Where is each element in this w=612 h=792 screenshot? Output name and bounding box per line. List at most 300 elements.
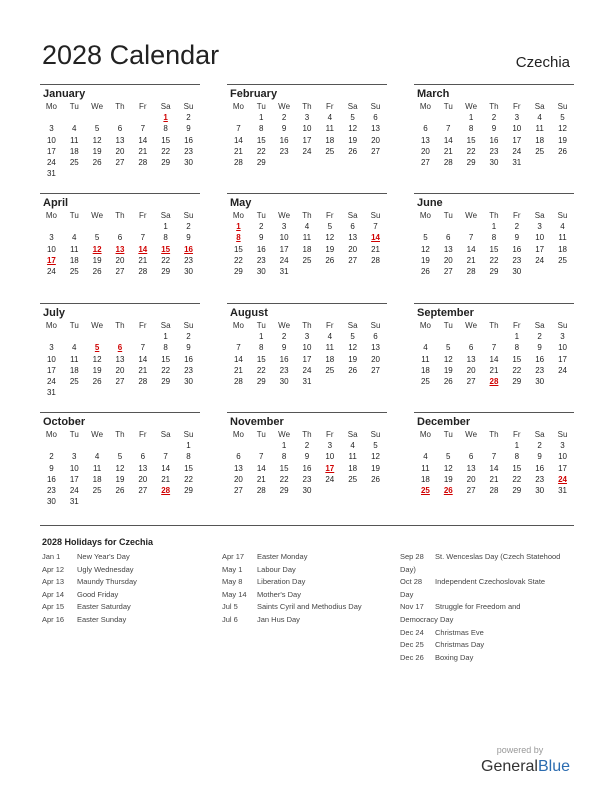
day-cell[interactable]: 29 xyxy=(161,158,171,168)
day-cell[interactable]: 8 xyxy=(186,452,191,462)
day-cell[interactable]: 4 xyxy=(94,452,100,462)
day-cell[interactable]: 9 xyxy=(259,233,264,243)
day-cell[interactable]: 26 xyxy=(371,474,380,484)
day-cell[interactable]: 27 xyxy=(371,146,380,156)
day-cell[interactable]: 26 xyxy=(92,267,102,277)
day-cell[interactable]: 10 xyxy=(558,343,567,353)
day-cell[interactable]: 1 xyxy=(259,332,264,342)
day-cell[interactable]: 3 xyxy=(537,222,542,232)
day-cell[interactable]: 30 xyxy=(279,377,289,387)
day-cell[interactable]: 11 xyxy=(348,452,357,462)
day-cell[interactable]: 19 xyxy=(558,135,567,145)
day-cell[interactable]: 15 xyxy=(161,354,171,364)
day-cell[interactable]: 3 xyxy=(560,441,565,451)
day-cell[interactable]: 24 xyxy=(279,255,289,265)
day-cell[interactable]: 31 xyxy=(302,377,312,387)
day-cell[interactable]: 4 xyxy=(423,452,428,462)
day-cell[interactable]: 12 xyxy=(115,463,125,473)
day-cell[interactable]: 1 xyxy=(163,113,168,123)
day-cell[interactable]: 17 xyxy=(69,474,79,484)
day-cell[interactable]: 6 xyxy=(140,452,146,462)
day-cell[interactable]: 12 xyxy=(92,244,102,254)
day-cell[interactable]: 30 xyxy=(184,267,193,277)
day-cell[interactable]: 11 xyxy=(535,124,544,134)
day-cell[interactable]: 8 xyxy=(468,124,474,134)
day-cell[interactable]: 22 xyxy=(466,146,476,156)
day-cell[interactable]: 29 xyxy=(184,486,193,496)
day-cell[interactable]: 19 xyxy=(420,255,430,265)
day-cell[interactable]: 8 xyxy=(163,233,168,243)
day-cell[interactable]: 14 xyxy=(233,354,243,364)
day-cell[interactable]: 11 xyxy=(421,354,430,364)
day-cell[interactable]: 9 xyxy=(281,124,287,134)
day-cell[interactable]: 27 xyxy=(138,486,148,496)
day-cell[interactable]: 17 xyxy=(46,146,56,156)
day-cell[interactable]: 5 xyxy=(446,452,451,462)
day-cell[interactable]: 27 xyxy=(348,255,358,265)
day-cell[interactable]: 13 xyxy=(443,244,453,254)
day-cell[interactable]: 20 xyxy=(371,354,380,364)
day-cell[interactable]: 30 xyxy=(512,267,522,277)
day-cell[interactable]: 12 xyxy=(92,135,102,145)
day-cell[interactable]: 21 xyxy=(256,474,266,484)
day-cell[interactable]: 3 xyxy=(304,113,310,123)
day-cell[interactable]: 28 xyxy=(233,377,243,387)
day-cell[interactable]: 20 xyxy=(348,244,358,254)
day-cell[interactable]: 19 xyxy=(443,474,453,484)
day-cell[interactable]: 11 xyxy=(92,463,102,473)
day-cell[interactable]: 15 xyxy=(161,135,171,145)
day-cell[interactable]: 16 xyxy=(256,244,266,254)
day-cell[interactable]: 10 xyxy=(46,135,56,145)
day-cell[interactable]: 11 xyxy=(558,233,567,243)
day-cell[interactable]: 15 xyxy=(184,463,193,473)
day-cell[interactable]: 9 xyxy=(514,233,520,243)
day-cell[interactable]: 18 xyxy=(69,255,79,265)
day-cell[interactable]: 20 xyxy=(115,146,125,156)
day-cell[interactable]: 26 xyxy=(420,267,430,277)
day-cell[interactable]: 7 xyxy=(236,343,241,353)
day-cell[interactable]: 13 xyxy=(371,343,380,353)
day-cell[interactable]: 14 xyxy=(138,135,148,145)
day-cell[interactable]: 22 xyxy=(161,146,171,156)
day-cell[interactable]: 25 xyxy=(92,486,102,496)
day-cell[interactable]: 6 xyxy=(236,452,241,462)
day-cell[interactable]: 14 xyxy=(489,354,499,364)
day-cell[interactable]: 2 xyxy=(49,452,54,462)
day-cell[interactable]: 1 xyxy=(468,113,474,123)
day-cell[interactable]: 26 xyxy=(443,377,453,387)
day-cell[interactable]: 29 xyxy=(256,158,266,168)
day-cell[interactable]: 10 xyxy=(279,233,289,243)
day-cell[interactable]: 26 xyxy=(92,377,102,387)
day-cell[interactable]: 6 xyxy=(117,343,123,353)
day-cell[interactable]: 12 xyxy=(443,354,453,364)
day-cell[interactable]: 19 xyxy=(443,365,453,375)
day-cell[interactable]: 28 xyxy=(138,267,148,277)
day-cell[interactable]: 7 xyxy=(373,222,378,232)
day-cell[interactable]: 27 xyxy=(115,267,125,277)
day-cell[interactable]: 20 xyxy=(466,474,476,484)
day-cell[interactable]: 9 xyxy=(49,463,54,473)
day-cell[interactable]: 4 xyxy=(72,233,77,243)
day-cell[interactable]: 14 xyxy=(138,244,148,254)
day-cell[interactable]: 14 xyxy=(138,354,148,364)
brand-logo[interactable] xyxy=(481,758,570,776)
day-cell[interactable]: 17 xyxy=(325,463,335,473)
day-cell[interactable]: 17 xyxy=(558,354,567,364)
day-cell[interactable]: 7 xyxy=(468,233,474,243)
day-cell[interactable]: 15 xyxy=(233,244,243,254)
day-cell[interactable]: 26 xyxy=(115,486,125,496)
day-cell[interactable]: 9 xyxy=(537,343,542,353)
day-cell[interactable]: 25 xyxy=(302,255,312,265)
day-cell[interactable]: 17 xyxy=(535,244,545,254)
day-cell[interactable]: 4 xyxy=(72,343,77,353)
day-cell[interactable]: 6 xyxy=(373,332,378,342)
day-cell[interactable]: 22 xyxy=(512,365,522,375)
day-cell[interactable]: 24 xyxy=(46,377,56,387)
day-cell[interactable]: 7 xyxy=(259,452,264,462)
day-cell[interactable]: 9 xyxy=(186,124,191,134)
day-cell[interactable]: 16 xyxy=(512,244,522,254)
day-cell[interactable]: 19 xyxy=(115,474,125,484)
day-cell[interactable]: 30 xyxy=(46,497,56,507)
day-cell[interactable]: 18 xyxy=(535,135,545,145)
day-cell[interactable]: 22 xyxy=(512,474,522,484)
day-cell[interactable]: 28 xyxy=(256,486,266,496)
day-cell[interactable]: 26 xyxy=(443,486,453,496)
day-cell[interactable]: 13 xyxy=(115,244,125,254)
day-cell[interactable]: 7 xyxy=(163,452,168,462)
day-cell[interactable]: 15 xyxy=(512,354,522,364)
day-cell[interactable]: 23 xyxy=(279,146,289,156)
day-cell[interactable]: 31 xyxy=(558,486,567,496)
day-cell[interactable]: 7 xyxy=(140,233,146,243)
day-cell[interactable]: 26 xyxy=(558,146,567,156)
day-cell[interactable]: 11 xyxy=(70,135,79,145)
day-cell[interactable]: 3 xyxy=(72,452,77,462)
day-cell[interactable]: 5 xyxy=(373,441,378,451)
day-cell[interactable]: 10 xyxy=(46,244,56,254)
day-cell[interactable]: 14 xyxy=(256,463,266,473)
day-cell[interactable]: 27 xyxy=(443,267,453,277)
day-cell[interactable]: 29 xyxy=(512,486,522,496)
day-cell[interactable]: 18 xyxy=(69,146,79,156)
day-cell[interactable]: 8 xyxy=(491,233,497,243)
day-cell[interactable]: 11 xyxy=(325,124,334,134)
day-cell[interactable]: 3 xyxy=(560,332,565,342)
day-cell[interactable]: 31 xyxy=(279,267,289,277)
day-cell[interactable]: 4 xyxy=(327,113,333,123)
day-cell[interactable]: 19 xyxy=(371,463,380,473)
day-cell[interactable]: 2 xyxy=(186,113,191,123)
day-cell[interactable]: 2 xyxy=(537,441,542,451)
day-cell[interactable]: 26 xyxy=(348,365,358,375)
day-cell[interactable]: 17 xyxy=(46,365,56,375)
day-cell[interactable]: 14 xyxy=(161,463,171,473)
day-cell[interactable]: 4 xyxy=(560,222,565,232)
day-cell[interactable]: 11 xyxy=(70,244,79,254)
day-cell[interactable]: 8 xyxy=(163,343,168,353)
day-cell[interactable]: 25 xyxy=(535,146,545,156)
day-cell[interactable]: 19 xyxy=(92,255,102,265)
day-cell[interactable]: 29 xyxy=(256,377,266,387)
day-cell[interactable]: 12 xyxy=(325,233,335,243)
day-cell[interactable]: 7 xyxy=(140,124,146,134)
day-cell[interactable]: 22 xyxy=(489,255,499,265)
day-cell[interactable]: 2 xyxy=(186,332,191,342)
day-cell[interactable]: 17 xyxy=(302,135,312,145)
day-cell[interactable]: 21 xyxy=(489,474,499,484)
day-cell[interactable]: 29 xyxy=(466,158,476,168)
day-cell[interactable]: 17 xyxy=(558,463,567,473)
day-cell[interactable]: 28 xyxy=(489,377,499,387)
day-cell[interactable]: 1 xyxy=(163,332,168,342)
day-cell[interactable]: 8 xyxy=(236,233,241,243)
day-cell[interactable]: 25 xyxy=(348,474,358,484)
day-cell[interactable]: 13 xyxy=(348,233,358,243)
day-cell[interactable]: 28 xyxy=(161,486,171,496)
day-cell[interactable]: 12 xyxy=(443,463,453,473)
day-cell[interactable]: 2 xyxy=(259,222,264,232)
day-cell[interactable]: 30 xyxy=(489,158,499,168)
day-cell[interactable]: 18 xyxy=(325,354,335,364)
day-cell[interactable]: 5 xyxy=(423,233,428,243)
day-cell[interactable]: 12 xyxy=(348,343,358,353)
day-cell[interactable]: 4 xyxy=(72,124,77,134)
day-cell[interactable]: 8 xyxy=(163,124,168,134)
day-cell[interactable]: 1 xyxy=(236,222,241,232)
day-cell[interactable]: 12 xyxy=(92,354,102,364)
day-cell[interactable]: 8 xyxy=(259,124,264,134)
day-cell[interactable]: 5 xyxy=(560,113,565,123)
day-cell[interactable]: 1 xyxy=(186,441,191,451)
day-cell[interactable]: 22 xyxy=(279,474,289,484)
day-cell[interactable]: 5 xyxy=(350,113,355,123)
day-cell[interactable]: 23 xyxy=(535,365,545,375)
day-cell[interactable]: 20 xyxy=(233,474,243,484)
day-cell[interactable]: 19 xyxy=(325,244,335,254)
day-cell[interactable]: 24 xyxy=(558,474,567,484)
day-cell[interactable]: 13 xyxy=(466,463,476,473)
day-cell[interactable]: 14 xyxy=(466,244,476,254)
day-cell[interactable]: 2 xyxy=(537,332,542,342)
day-cell[interactable]: 6 xyxy=(117,124,123,134)
day-cell[interactable]: 9 xyxy=(186,343,191,353)
day-cell[interactable]: 24 xyxy=(325,474,335,484)
day-cell[interactable]: 10 xyxy=(558,452,567,462)
day-cell[interactable]: 24 xyxy=(512,146,522,156)
day-cell[interactable]: 1 xyxy=(259,113,264,123)
day-cell[interactable]: 23 xyxy=(512,255,522,265)
day-cell[interactable]: 18 xyxy=(69,365,79,375)
day-cell[interactable]: 1 xyxy=(514,441,520,451)
day-cell[interactable]: 27 xyxy=(233,486,243,496)
day-cell[interactable]: 22 xyxy=(256,146,266,156)
day-cell[interactable]: 29 xyxy=(489,267,499,277)
day-cell[interactable]: 3 xyxy=(49,233,54,243)
day-cell[interactable]: 21 xyxy=(466,255,476,265)
day-cell[interactable]: 23 xyxy=(184,365,193,375)
day-cell[interactable]: 25 xyxy=(420,377,430,387)
day-cell[interactable]: 3 xyxy=(327,441,333,451)
day-cell[interactable]: 25 xyxy=(558,255,567,265)
day-cell[interactable]: 9 xyxy=(281,343,287,353)
day-cell[interactable]: 27 xyxy=(371,365,380,375)
day-cell[interactable]: 8 xyxy=(514,343,520,353)
day-cell[interactable]: 12 xyxy=(420,244,430,254)
day-cell[interactable]: 6 xyxy=(468,452,474,462)
day-cell[interactable]: 18 xyxy=(92,474,102,484)
day-cell[interactable]: 24 xyxy=(46,267,56,277)
day-cell[interactable]: 16 xyxy=(184,354,193,364)
day-cell[interactable]: 17 xyxy=(512,135,522,145)
day-cell[interactable]: 29 xyxy=(279,486,289,496)
day-cell[interactable]: 5 xyxy=(350,332,355,342)
day-cell[interactable]: 23 xyxy=(184,255,193,265)
day-cell[interactable]: 8 xyxy=(259,343,264,353)
day-cell[interactable]: 15 xyxy=(489,244,499,254)
day-cell[interactable]: 29 xyxy=(161,267,171,277)
day-cell[interactable]: 9 xyxy=(304,452,310,462)
day-cell[interactable]: 11 xyxy=(421,463,430,473)
day-cell[interactable]: 11 xyxy=(325,343,334,353)
day-cell[interactable]: 1 xyxy=(281,441,287,451)
day-cell[interactable]: 8 xyxy=(514,452,520,462)
day-cell[interactable]: 6 xyxy=(468,343,474,353)
day-cell[interactable]: 23 xyxy=(302,474,312,484)
day-cell[interactable]: 19 xyxy=(92,365,102,375)
day-cell[interactable]: 1 xyxy=(514,332,520,342)
day-cell[interactable]: 4 xyxy=(537,113,542,123)
day-cell[interactable]: 2 xyxy=(281,113,287,123)
day-cell[interactable]: 7 xyxy=(236,124,241,134)
day-cell[interactable]: 20 xyxy=(443,255,453,265)
day-cell[interactable]: 15 xyxy=(256,135,266,145)
day-cell[interactable]: 30 xyxy=(535,486,545,496)
day-cell[interactable]: 21 xyxy=(138,255,148,265)
day-cell[interactable]: 2 xyxy=(281,332,287,342)
day-cell[interactable]: 20 xyxy=(420,146,430,156)
day-cell[interactable]: 10 xyxy=(535,233,545,243)
day-cell[interactable]: 28 xyxy=(443,158,453,168)
day-cell[interactable]: 15 xyxy=(279,463,289,473)
day-cell[interactable]: 22 xyxy=(161,255,171,265)
day-cell[interactable]: 25 xyxy=(325,146,335,156)
day-cell[interactable]: 6 xyxy=(350,222,355,232)
day-cell[interactable]: 19 xyxy=(92,146,102,156)
day-cell[interactable]: 15 xyxy=(256,354,266,364)
day-cell[interactable]: 30 xyxy=(535,377,545,387)
day-cell[interactable]: 8 xyxy=(281,452,287,462)
day-cell[interactable]: 18 xyxy=(348,463,358,473)
day-cell[interactable]: 23 xyxy=(184,146,193,156)
day-cell[interactable]: 26 xyxy=(348,146,358,156)
day-cell[interactable]: 17 xyxy=(279,244,289,254)
day-cell[interactable]: 21 xyxy=(371,244,380,254)
day-cell[interactable]: 28 xyxy=(138,158,148,168)
day-cell[interactable]: 28 xyxy=(371,255,380,265)
day-cell[interactable]: 23 xyxy=(489,146,499,156)
day-cell[interactable]: 17 xyxy=(302,354,312,364)
day-cell[interactable]: 11 xyxy=(302,233,312,243)
day-cell[interactable]: 16 xyxy=(302,463,312,473)
day-cell[interactable]: 22 xyxy=(184,474,193,484)
day-cell[interactable]: 21 xyxy=(233,365,243,375)
day-cell[interactable]: 13 xyxy=(371,124,380,134)
day-cell[interactable]: 10 xyxy=(325,452,335,462)
day-cell[interactable]: 2 xyxy=(304,441,310,451)
day-cell[interactable]: 3 xyxy=(514,113,520,123)
day-cell[interactable]: 10 xyxy=(69,463,79,473)
day-cell[interactable]: 21 xyxy=(138,146,148,156)
day-cell[interactable]: 10 xyxy=(302,124,312,134)
day-cell[interactable]: 14 xyxy=(371,233,380,243)
day-cell[interactable]: 20 xyxy=(138,474,148,484)
day-cell[interactable]: 4 xyxy=(423,343,428,353)
day-cell[interactable]: 31 xyxy=(69,497,79,507)
day-cell[interactable]: 10 xyxy=(512,124,522,134)
day-cell[interactable]: 9 xyxy=(186,233,191,243)
day-cell[interactable]: 23 xyxy=(256,255,266,265)
day-cell[interactable]: 4 xyxy=(350,441,355,451)
day-cell[interactable]: 24 xyxy=(535,255,545,265)
day-cell[interactable]: 16 xyxy=(46,474,56,484)
day-cell[interactable]: 14 xyxy=(233,135,243,145)
day-cell[interactable]: 4 xyxy=(304,222,310,232)
day-cell[interactable]: 30 xyxy=(184,158,193,168)
day-cell[interactable]: 28 xyxy=(138,377,148,387)
day-cell[interactable]: 5 xyxy=(446,343,451,353)
day-cell[interactable]: 12 xyxy=(348,124,358,134)
day-cell[interactable]: 6 xyxy=(373,113,378,123)
day-cell[interactable]: 27 xyxy=(466,377,476,387)
day-cell[interactable]: 22 xyxy=(161,365,171,375)
day-cell[interactable]: 24 xyxy=(302,146,312,156)
day-cell[interactable]: 7 xyxy=(446,124,451,134)
day-cell[interactable]: 16 xyxy=(184,244,193,254)
day-cell[interactable]: 18 xyxy=(325,135,335,145)
day-cell[interactable]: 25 xyxy=(69,377,79,387)
day-cell[interactable]: 27 xyxy=(115,158,125,168)
day-cell[interactable]: 21 xyxy=(233,146,243,156)
day-cell[interactable]: 29 xyxy=(233,267,243,277)
day-cell[interactable]: 27 xyxy=(115,377,125,387)
day-cell[interactable]: 30 xyxy=(302,486,312,496)
day-cell[interactable]: 10 xyxy=(302,343,312,353)
day-cell[interactable]: 5 xyxy=(94,124,100,134)
day-cell[interactable]: 3 xyxy=(281,222,287,232)
day-cell[interactable]: 6 xyxy=(423,124,428,134)
day-cell[interactable]: 31 xyxy=(46,388,56,398)
day-cell[interactable]: 13 xyxy=(420,135,430,145)
day-cell[interactable]: 25 xyxy=(69,267,79,277)
day-cell[interactable]: 25 xyxy=(69,158,79,168)
day-cell[interactable]: 23 xyxy=(279,365,289,375)
day-cell[interactable]: 7 xyxy=(140,343,146,353)
day-cell[interactable]: 16 xyxy=(184,135,193,145)
day-cell[interactable]: 25 xyxy=(325,365,335,375)
day-cell[interactable]: 29 xyxy=(512,377,522,387)
day-cell[interactable]: 21 xyxy=(138,365,148,375)
day-cell[interactable]: 3 xyxy=(304,332,310,342)
day-cell[interactable]: 24 xyxy=(302,365,312,375)
day-cell[interactable]: 18 xyxy=(558,244,567,254)
day-cell[interactable]: 28 xyxy=(233,158,243,168)
day-cell[interactable]: 21 xyxy=(443,146,453,156)
day-cell[interactable]: 19 xyxy=(348,135,358,145)
